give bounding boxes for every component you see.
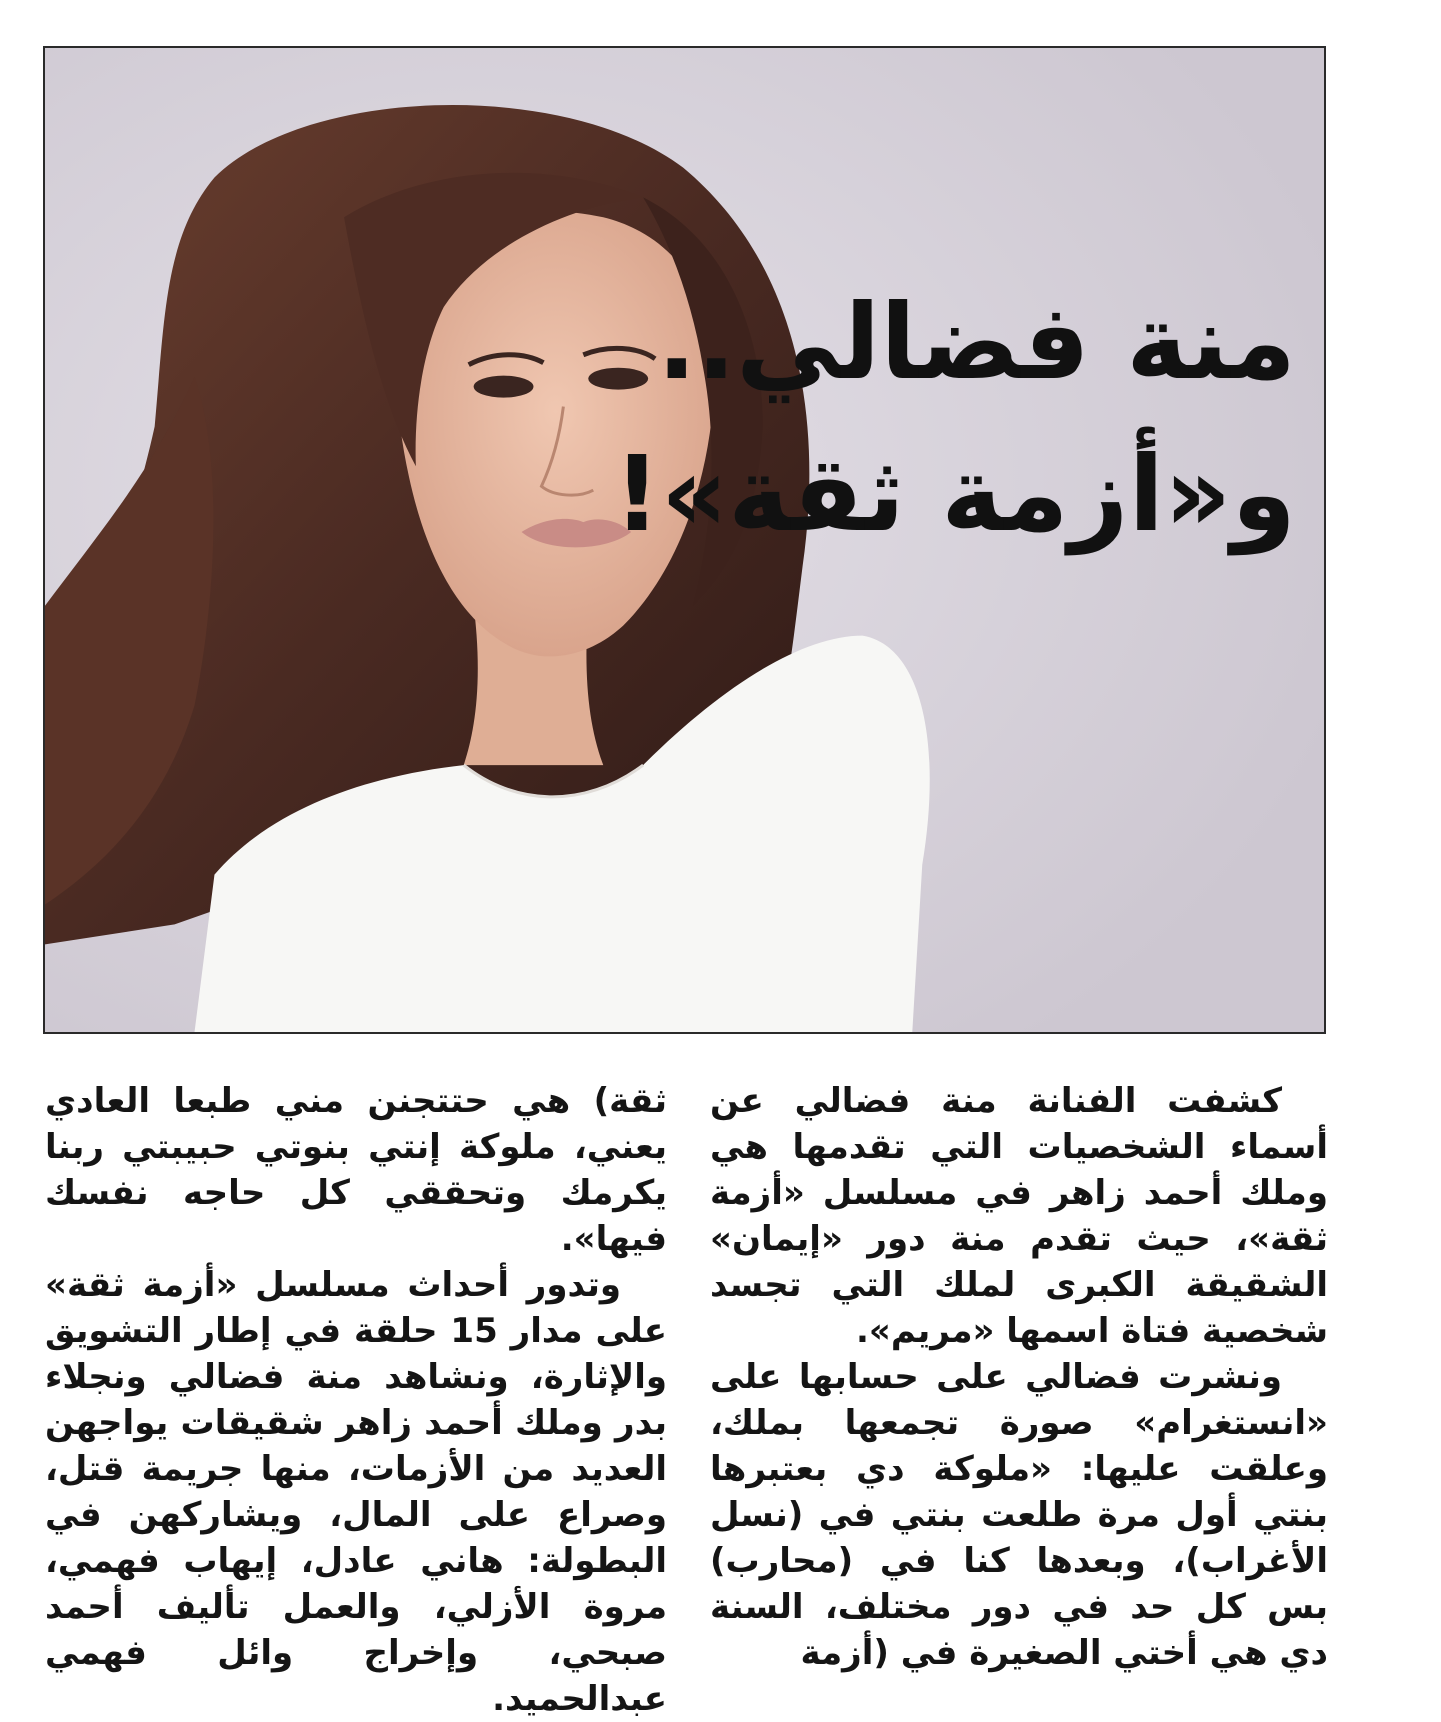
article-paragraph: كشفت الفنانة منة فضالي عن أسماء الشخصيات التي تقدمها هي وملك أحمد زاهر في مسلسل «أزمة ثقة»، حيث تقدم منة دور «إيمان» الشقيقة الكبرى لملك التي تجسد شخصية فتاة اسمها «مريم».: [710, 1081, 1328, 1351]
article-photo: [43, 46, 1326, 1034]
headline-line-2: و«أزمة ثقة»!: [613, 433, 1296, 555]
article-paragraph: ثقة) هي حتتجنن مني طبعا العادي يعني، ملوكة إنتي بنوتي حبيبتي ربنا يكرمك وتحققي كل حاجه نفسك فيها».: [45, 1081, 667, 1259]
article-column-left: [45, 1078, 667, 1722]
headline: [613, 266, 1296, 570]
article-column-right: [710, 1078, 1328, 1676]
article-paragraph: ونشرت فضالي على حسابها على «انستغرام» صورة تجمعها بملك، وعلقت عليها: «ملوكة دي بعتبرها بنتي أول مرة طلعت بنتي في (نسل الأغراب)، وبعدها كنا في (محارب) بس كل حد في دور مختلف، السنة دي هي أختي الصغيرة في (أزمة: [710, 1357, 1328, 1673]
headline-line-1: منة فضالي..: [656, 281, 1296, 403]
article-paragraph: وتدور أحداث مسلسل «أزمة ثقة» على مدار 15 حلقة في إطار التشويق والإثارة، ونشاهد منة فضالي ونجلاء بدر وملك أحمد زاهر شقيقات يواجهن العديد من الأزمات، منها جريمة قتل، وصراع على المال، ويشاركهن في البطولة: هاني عادل، إيهاب فهمي، مروة الأزلي، والعمل تأليف أحمد صبحي، وإخراج وائل فهمي عبدالحميد.: [45, 1265, 667, 1719]
